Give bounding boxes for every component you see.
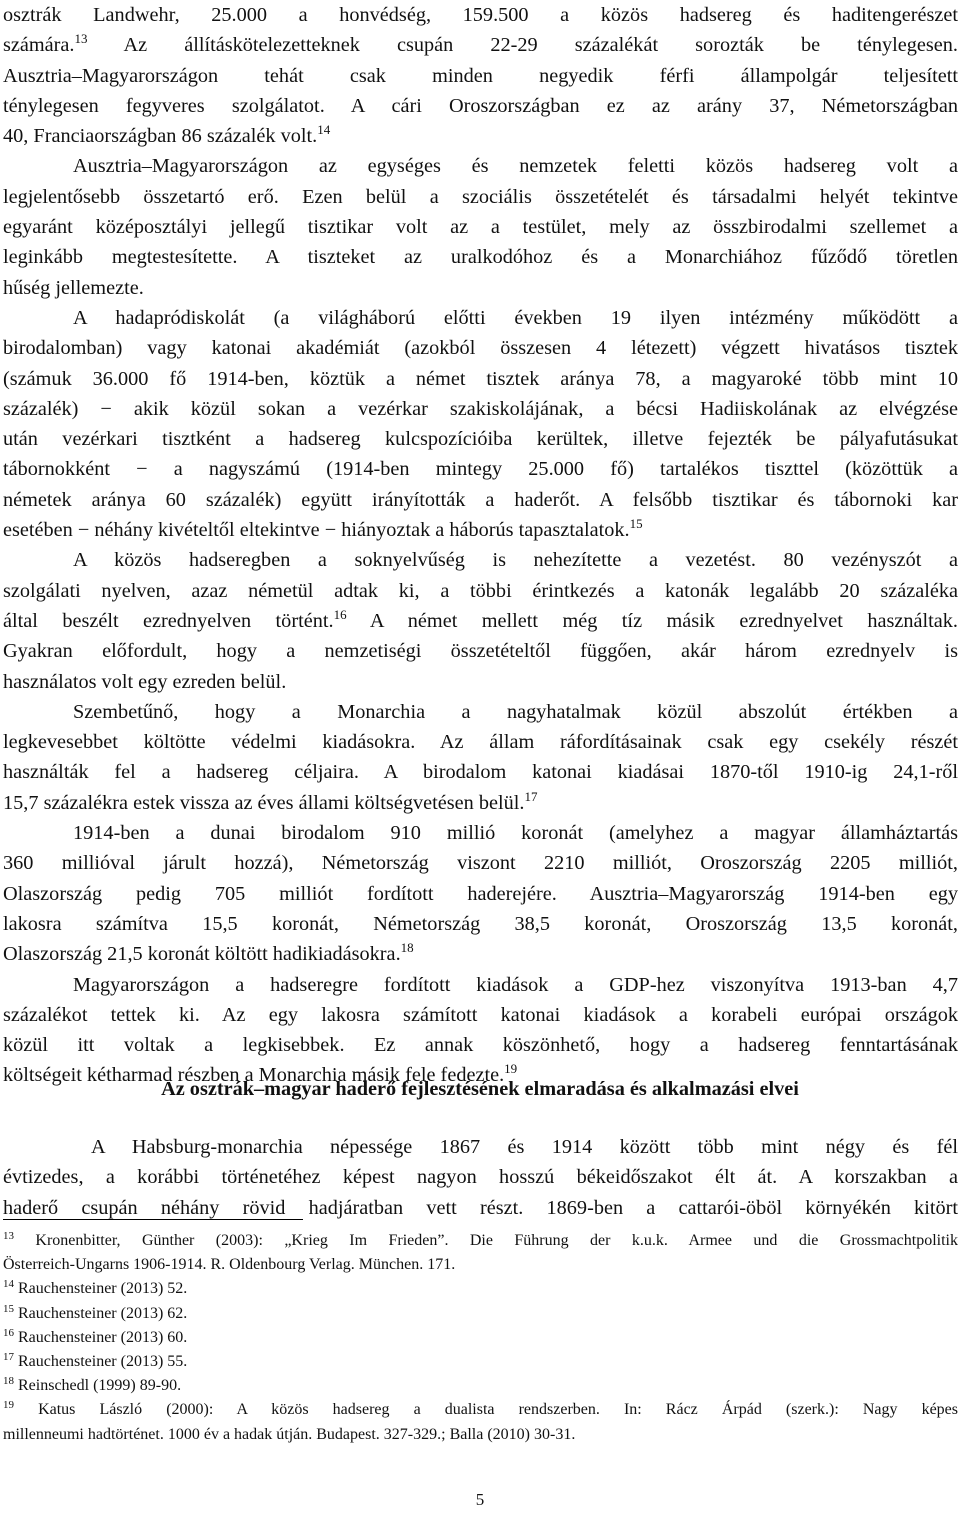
- body-text: [3, 0, 958, 1091]
- footnotes: [3, 1229, 958, 1447]
- text-run: számára.: [3, 34, 75, 57]
- footnote-reference: 15: [629, 516, 643, 532]
- text-run: legjelentősebb összetartó erő. Ezen belül a szociális összetételét és társadalmi helyét tekintve: [3, 185, 958, 208]
- text-run: haderő csupán néhány rövid hadjáratban vett részt. 1869-ben a cattarói-öböl környékén kitört: [3, 1196, 958, 1219]
- page-number: 5: [475, 1490, 485, 1509]
- footnote-text: Reinschedl (1999) 89-90.: [14, 1377, 182, 1395]
- text-run: Gyakran előfordult, hogy a nemzetiségi összetételtől függően, akár három ezrednyelv is: [3, 640, 958, 663]
- paragraph-line: [3, 454, 958, 484]
- paragraph-line: [3, 182, 958, 212]
- paragraph-line: [3, 606, 958, 636]
- footnote-text: Rauchensteiner (2013) 52.: [14, 1280, 188, 1298]
- footnote-number: 18: [3, 1375, 14, 1388]
- paragraph-line: [3, 333, 958, 363]
- text-run: által beszélt ezrednyelven történt.: [3, 609, 334, 632]
- paragraph-line: [3, 151, 958, 181]
- text-run: szolgálati nyelven, azaz németül adtak ki, a többi érintkezés a katonák legalább 20 százaléka: [3, 579, 958, 602]
- paragraph-line: [3, 273, 958, 303]
- footnote-number: 14: [3, 1278, 14, 1291]
- footnote-separator: [3, 1219, 303, 1220]
- footnote-line: [3, 1302, 958, 1326]
- text-run: (számuk 36.000 fő 1914-ben, köztük a német tisztek aránya 78, a magyaroké több mint 10: [3, 367, 958, 390]
- text-run: 15,7 százalékra estek vissza az éves állami költségvetésen belül.: [3, 791, 525, 814]
- paragraph-line: [3, 303, 958, 333]
- text-run: költségeit kétharmad részben a Monarchia másik fele fedezte.: [3, 1064, 505, 1087]
- footnote-line: [3, 1374, 958, 1398]
- paragraph-line: [3, 727, 958, 757]
- paragraph-line: [3, 1162, 958, 1192]
- footnote-text: Katus László (2000): A közös hadsereg a dualista rendszerben. In: Rácz Árpád (szerk.): Nagy képes: [14, 1401, 958, 1419]
- footnote-reference: 17: [524, 788, 538, 804]
- paragraph-line: [3, 667, 958, 697]
- text-run: lakosra számítva 15,5 koronát, Németország 38,5 koronát, Oroszország 13,5 koronát,: [3, 912, 958, 935]
- text-run: leginkább megtestesítette. A tiszteket az uralkodóhoz és a Monarchiához fűződő töretlen: [3, 246, 958, 269]
- paragraph-line: [3, 61, 958, 91]
- text-run: Olaszország 21,5 koronát költött hadikiadásokra.: [3, 943, 401, 966]
- paragraph-line: [3, 1132, 958, 1162]
- paragraph-line: [3, 515, 958, 545]
- footnote-number: 17: [3, 1350, 14, 1363]
- paragraph-line: [3, 939, 958, 969]
- text-run: százalék) − akik közül sokan a vezérkar szakiskolájának, a bécsi Hadiiskolának az elvégzése: [3, 397, 958, 420]
- text-run: ténylegesen fegyveres szolgálatot. A cári Oroszországban ez az arány 37, Németországban: [3, 94, 958, 117]
- text-run: esetében − néhány kivételtől eltekintve − hiányoztak a háborús tapasztalatok.: [3, 519, 630, 542]
- paragraph-line: [3, 818, 958, 848]
- paragraph-line: [3, 394, 958, 424]
- text-run: Magyarországon a hadseregre fordított kiadások a GDP-hez viszonyítva 1913-ban 4,7: [73, 973, 958, 996]
- paragraph-line: [3, 909, 958, 939]
- footnote-line: [3, 1423, 958, 1447]
- footnote-text: Österreich-Ungarns 1906-1914. R. Oldenbourg Verlag. München. 171.: [3, 1256, 456, 1274]
- paragraph-line: [3, 121, 958, 151]
- paragraph-line: [3, 697, 958, 727]
- paragraph-line: [3, 0, 958, 30]
- footnote-text: Rauchensteiner (2013) 60.: [14, 1328, 188, 1346]
- footnote-text: millenneumi hadtörténet. 1000 év a hadak útján. Budapest. 327-329.; Balla (2010) 30-31.: [3, 1425, 576, 1443]
- footnote-text: Kronenbitter, Günther (2003): „Krieg Im Frieden”. Die Führung der k.u.k. Armee und die Grossmachtpolitik: [14, 1232, 958, 1249]
- text-run: A közös hadseregben a soknyelvűség is nehezítette a vezetést. 80 vezényszót a: [73, 549, 958, 572]
- footnote-number: 15: [3, 1302, 14, 1315]
- paragraph-line: [3, 576, 958, 606]
- text-run: tábornokként − a nagyszámú (1914-ben mintegy 25.000 fő) tartalékos tiszttel (közöttük a: [3, 458, 958, 481]
- paragraph-line: [3, 212, 958, 242]
- paragraph-line: [3, 364, 958, 394]
- footnote-line: [3, 1350, 958, 1374]
- paragraph-line: [3, 757, 958, 787]
- footnote-text: Rauchensteiner (2013) 62.: [14, 1304, 188, 1322]
- paragraph-line: [3, 485, 958, 515]
- footnote-reference: 16: [333, 606, 347, 622]
- paragraph-line: [3, 879, 958, 909]
- paragraph-line: [3, 1030, 958, 1060]
- footnote-line: [3, 1398, 958, 1422]
- text-run: németek aránya 60 százalék) együtt irányították a haderőt. A felsőbb tisztikar és tábornoki kar: [3, 488, 958, 511]
- paragraph-line: [3, 545, 958, 575]
- text-run: egyaránt középosztályi jellegű tisztikar volt az a testület, mely az összbirodalmi szellemet a: [3, 216, 958, 239]
- footnote-line: [3, 1253, 958, 1277]
- text-run: Szembetűnő, hogy a Monarchia a nagyhatalmak közül abszolút értékben a: [73, 700, 958, 723]
- footnote-reference: 19: [504, 1061, 518, 1077]
- text-run: Az állításkötelezetteknek csupán 22-29 százalékát sorozták be ténylegesen.: [87, 34, 958, 57]
- paragraph-line: [3, 848, 958, 878]
- footnote-number: 16: [3, 1326, 14, 1339]
- paragraph-line: [3, 242, 958, 272]
- text-run: után vezérkari tisztként a hadsereg kulcspozícióiba kerültek, illetve fejezték be pályafutásukat: [3, 428, 958, 451]
- paragraph-line: [3, 91, 958, 121]
- footnote-reference: 18: [400, 940, 414, 956]
- footnote-line: [3, 1229, 958, 1253]
- text-run: 1914-ben a dunai birodalom 910 millió koronát (amelyhez a magyar államháztartás: [73, 822, 958, 845]
- footnote-reference: 13: [74, 31, 88, 47]
- text-run: közül itt voltak a legkisebbek. Ez annak köszönhető, hogy a hadsereg fenntartásának: [3, 1034, 958, 1057]
- text-run: A Habsburg-monarchia népessége 1867 és 1914 között több mint négy és fél: [91, 1136, 958, 1158]
- footnote-line: [3, 1326, 958, 1350]
- text-run: százalékot tettek ki. Az egy lakosra számított katonai kiadások a korabeli európai országok: [3, 1003, 958, 1026]
- text-run: 40, Franciaországban 86 százalék volt.: [3, 125, 318, 148]
- text-run: A német mellett még tíz másik ezrednyelvet használtak.: [346, 609, 958, 632]
- text-run: Olaszország pedig 705 milliót fordított haderejére. Ausztria–Magyarország 1914-ben egy: [3, 882, 958, 905]
- footnote-number: 13: [3, 1230, 14, 1242]
- text-run: Ausztria–Magyarországon tehát csak minden negyedik férfi állampolgár teljesített: [3, 64, 958, 87]
- footnote-number: 19: [3, 1399, 14, 1412]
- paragraph-line: [3, 424, 958, 454]
- text-run: használatos volt egy ezreden belül.: [3, 670, 287, 693]
- footnote-text: Rauchensteiner (2013) 55.: [14, 1352, 188, 1370]
- text-run: 360 millióval járult hozzá), Németország viszont 2210 milliót, Oroszország 2205 milliót,: [3, 852, 958, 875]
- section-heading: Az osztrák–magyar haderő fejlesztésének elmaradása és alkalmazási elvei: [161, 1078, 799, 1100]
- paragraph-line: [3, 970, 958, 1000]
- section-body-text: [3, 1132, 958, 1223]
- text-run: birodalomban) vagy katonai akadémiát (azokból összesen 4 létezett) végzett hivatásos tisztek: [3, 337, 958, 360]
- text-run: használták fel a hadsereg céljaira. A birodalom katonai kiadásai 1870-től 1910-ig 24,1-ről: [3, 761, 958, 784]
- paragraph-line: [3, 1000, 958, 1030]
- text-run: Ausztria–Magyarországon az egységes és nemzetek feletti közös hadsereg volt a: [73, 155, 958, 178]
- text-run: évtizedes, a korábbi történetéhez képest nagyon hosszú békeidőszakot élt át. A korszakban a: [3, 1166, 958, 1189]
- paragraph-line: [3, 30, 958, 60]
- text-run: osztrák Landwehr, 25.000 a honvédség, 159.500 a közös hadsereg és haditengerészet: [3, 4, 958, 26]
- text-run: legkevesebbet költötte védelmi kiadásokra. Az állam ráfordításainak csak egy csekély részét: [3, 731, 958, 754]
- footnote-line: [3, 1277, 958, 1301]
- paragraph-line: [3, 636, 958, 666]
- footnote-reference: 14: [317, 122, 331, 138]
- text-run: hűség jellemezte.: [3, 276, 144, 299]
- paragraph-line: [3, 788, 958, 818]
- text-run: A hadapródiskolát (a világháború előtti években 19 ilyen intézmény működött a: [73, 306, 958, 329]
